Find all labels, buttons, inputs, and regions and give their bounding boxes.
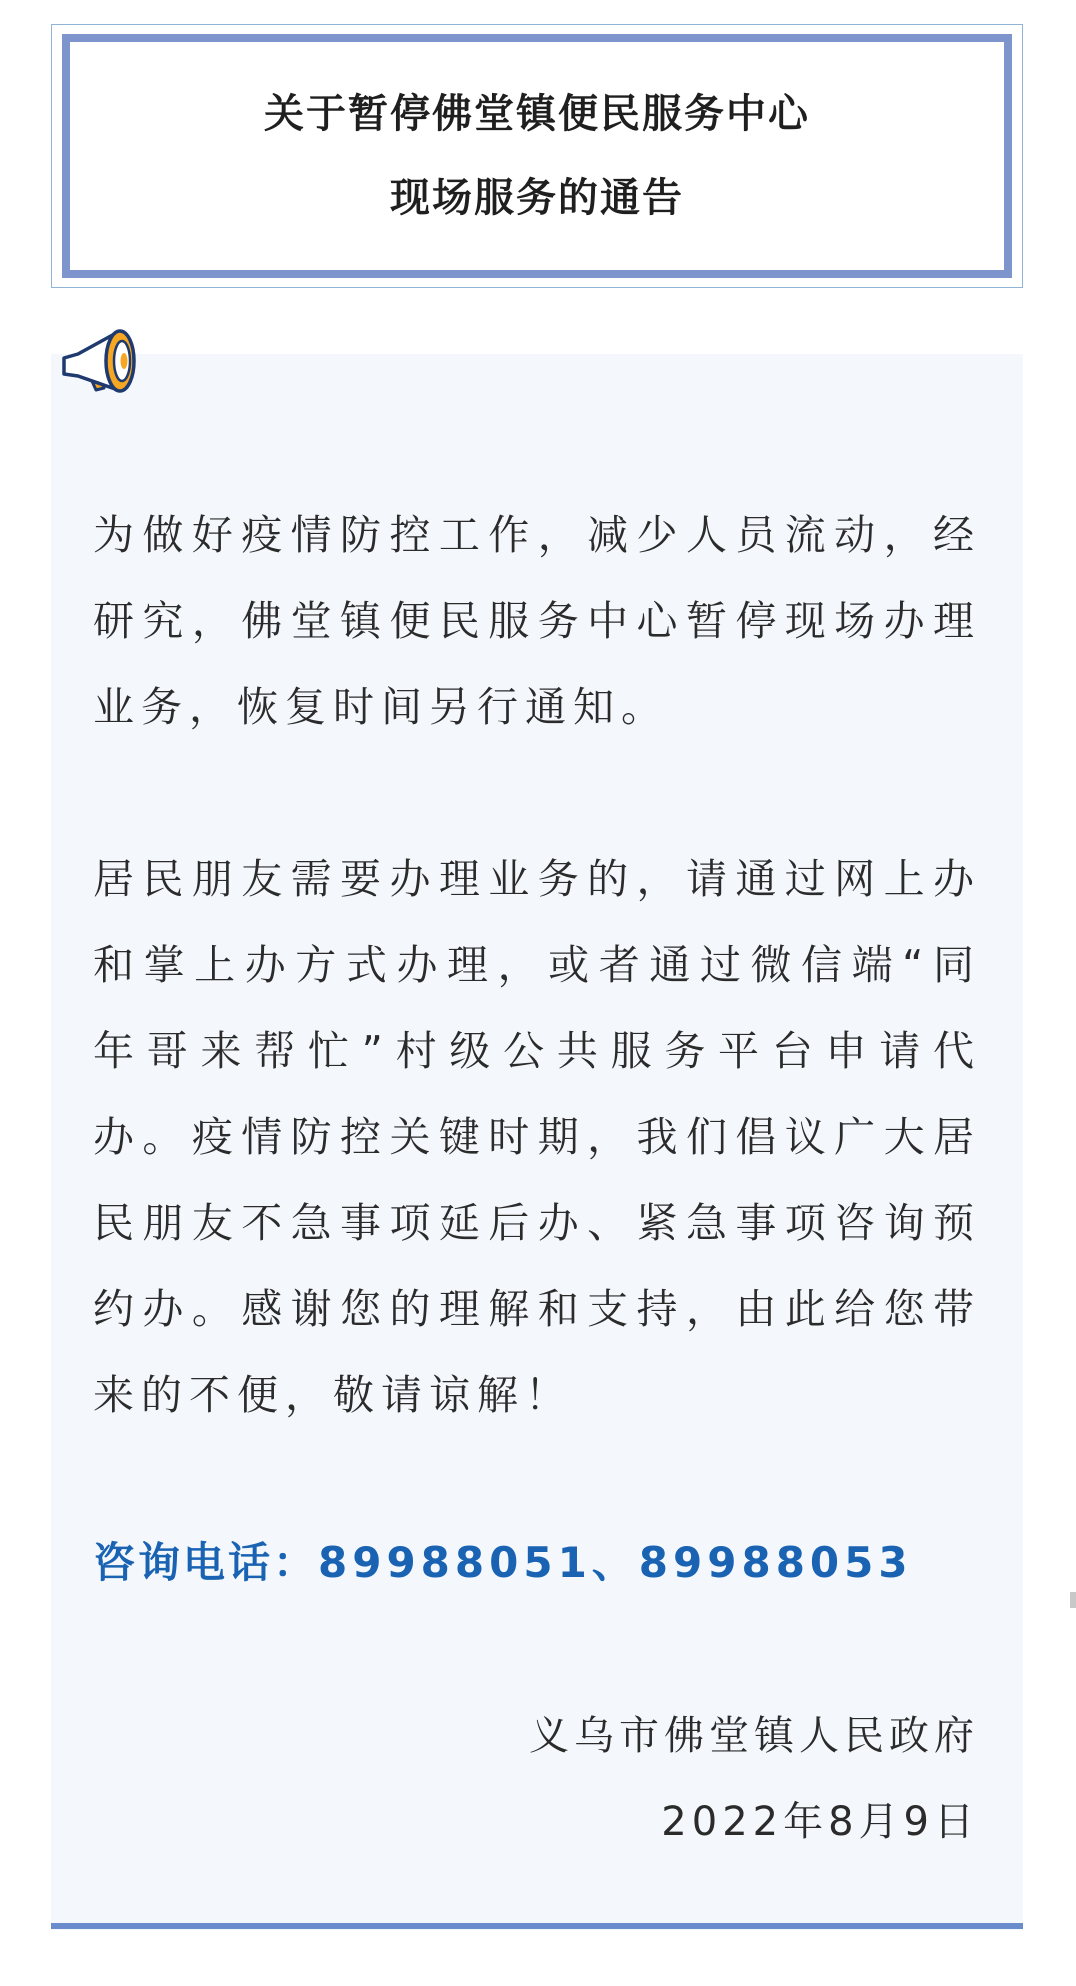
hotline <box>93 1530 913 1590</box>
title-line-1: 关于暂停佛堂镇便民服务中心 <box>264 91 810 137</box>
megaphone-icon <box>58 318 146 400</box>
notice-paragraph-2: 居民朋友需要办理业务的，请通过网上办和掌上办方式办理，或者通过微信端“同年哥来帮忙”村级公共服务平台申请代办。疫情防控关键时期，我们倡议广大居民朋友不急事项延后办、紧急事项咨询预约办。感谢您的理解和支持，由此给您带来的不便，敬请谅解！ <box>93 855 981 1419</box>
notice-paragraph-1: 为做好疫情防控工作，减少人员流动，经研究，佛堂镇便民服务中心暂停现场办理业务，恢复时间另行通知。 <box>93 511 981 731</box>
title-box <box>62 34 1012 278</box>
hotline-numbers: 89988051、89988053 <box>318 1538 913 1587</box>
title-line-2: 现场服务的通告 <box>390 175 684 221</box>
scroll-edge-marker <box>1070 1592 1076 1608</box>
hotline-label: 咨询电话： <box>93 1538 319 1587</box>
bottom-divider <box>51 1923 1023 1929</box>
signature-date: 2022年8月9日 <box>661 1799 979 1845</box>
signature-organization: 义乌市佛堂镇人民政府 <box>529 1713 979 1759</box>
title-frame <box>51 24 1023 288</box>
